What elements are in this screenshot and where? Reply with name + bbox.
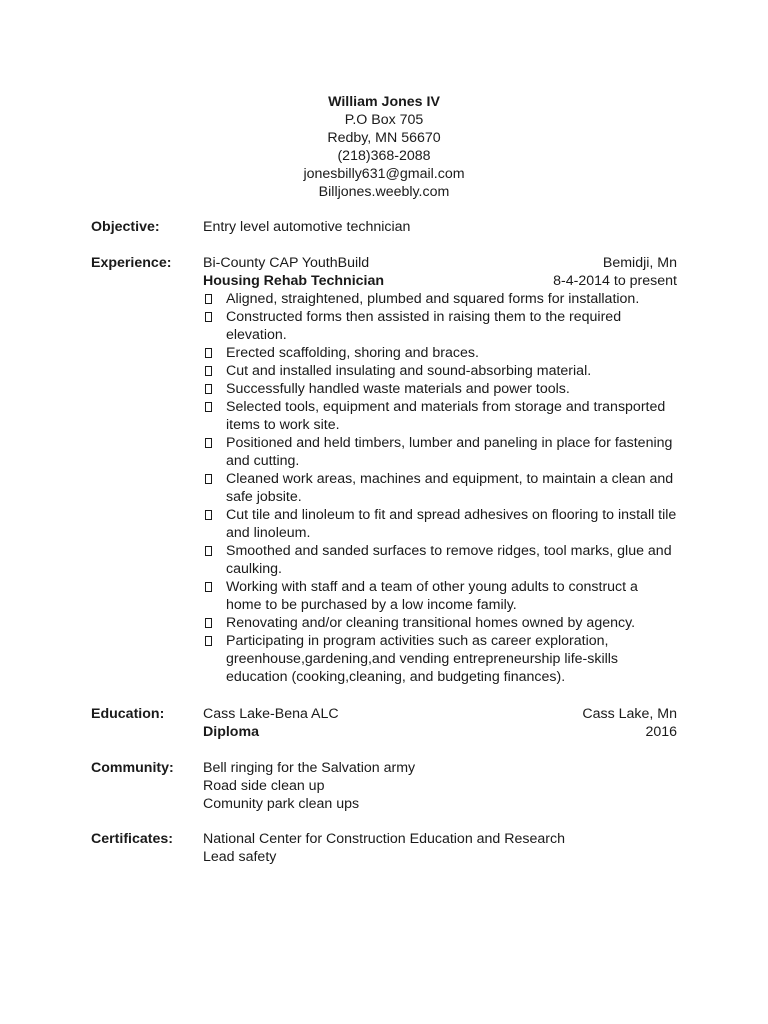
bullet-box-icon	[205, 546, 212, 556]
list-item: Cut and installed insulating and sound-absorbing material.	[203, 362, 677, 380]
list-item: National Center for Construction Education and Research	[203, 831, 565, 847]
list-item: Bell ringing for the Salvation army	[203, 760, 416, 776]
list-item: Cut tile and linoleum to fit and spread adhesives on flooring to install tile and linoleum.	[203, 506, 677, 542]
contact-header	[0, 93, 768, 201]
list-item: Road side clean up	[203, 778, 325, 794]
bullet-box-icon	[205, 438, 212, 448]
bullet-box-icon	[205, 312, 212, 322]
school-location: Cass Lake, Mn	[582, 706, 677, 722]
email-address: jonesbilly631@gmail.com	[303, 166, 465, 182]
bullet-box-icon	[205, 510, 212, 520]
education-label: Education:	[91, 706, 165, 722]
list-item: Selected tools, equipment and materials from storage and transported items to work site.	[203, 398, 677, 434]
bullet-box-icon	[205, 618, 212, 628]
bullet-box-icon	[205, 366, 212, 376]
list-item: Cleaned work areas, machines and equipment, to maintain a clean and safe jobsite.	[203, 470, 677, 506]
address-line-2: Redby, MN 56670	[327, 130, 441, 146]
community-label: Community:	[91, 760, 174, 776]
list-item: Erected scaffolding, shoring and braces.	[203, 344, 677, 362]
job-title: Housing Rehab Technician	[203, 273, 385, 289]
objective-label: Objective:	[91, 219, 160, 235]
job-dates: 8-4-2014 to present	[553, 273, 677, 289]
bullet-box-icon	[205, 582, 212, 592]
bullet-box-icon	[205, 348, 212, 358]
list-item: Successfully handled waste materials and power tools.	[203, 380, 677, 398]
bullet-box-icon	[205, 402, 212, 412]
list-item: Lead safety	[203, 849, 277, 865]
list-item: Aligned, straightened, plumbed and squared forms for installation.	[203, 290, 677, 308]
list-item: Smoothed and sanded surfaces to remove ridges, tool marks, glue and caulking.	[203, 542, 677, 578]
list-item: Positioned and held timbers, lumber and paneling in place for fastening and cutting.	[203, 434, 677, 470]
address-line-1: P.O Box 705	[344, 112, 424, 128]
degree-name: Diploma	[203, 724, 259, 740]
objective-text: Entry level automotive technician	[203, 219, 411, 235]
phone-number: (218)368-2088	[337, 148, 431, 164]
website-url: Billjones.weebly.com	[318, 184, 450, 200]
degree-year: 2016	[645, 724, 677, 740]
certificates-label: Certificates:	[91, 831, 174, 847]
list-item: Renovating and/or cleaning transitional homes owned by agency.	[203, 614, 677, 632]
employer-name: Bi-County CAP YouthBuild	[203, 255, 370, 271]
list-item: Comunity park clean ups	[203, 796, 360, 812]
employer-location: Bemidji, Mn	[602, 255, 677, 271]
bullet-box-icon	[205, 384, 212, 394]
duties-list	[203, 290, 677, 686]
list-item: Constructed forms then assisted in raising them to the required elevation.	[203, 308, 677, 344]
bullet-box-icon	[205, 294, 212, 304]
list-item: Participating in program activities such as career exploration, greenhouse,gardening,and vending entrepreneurship life-skills education (cooking,cleaning, and budgeting finances).	[203, 632, 677, 686]
experience-label: Experience:	[91, 255, 172, 271]
school-name: Cass Lake-Bena ALC	[203, 706, 339, 722]
candidate-name: William Jones IV	[328, 94, 440, 110]
bullet-box-icon	[205, 474, 212, 484]
bullet-box-icon	[205, 636, 212, 646]
list-item: Working with staff and a team of other young adults to construct a home to be purchased by a low income family.	[203, 578, 677, 614]
